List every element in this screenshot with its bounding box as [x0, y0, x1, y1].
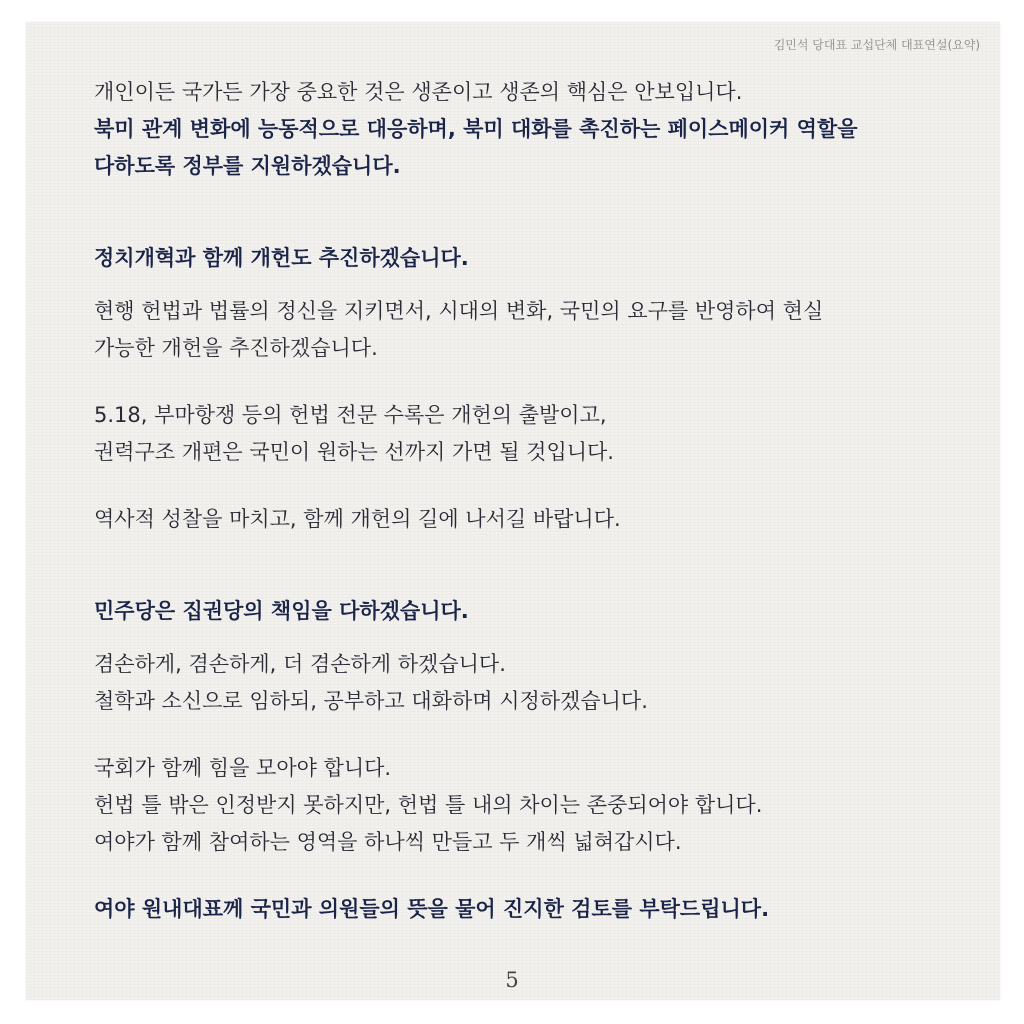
- body-line: 5.18, 부마항쟁 등의 헌법 전문 수록은 개헌의 출발이고,: [94, 403, 607, 427]
- closing-line: 여야 원내대표께 국민과 의원들의 뜻을 물어 진지한 검토를 부탁드립니다.: [94, 897, 770, 921]
- section-heading: 정치개혁과 함께 개헌도 추진하겠습니다.: [94, 246, 469, 270]
- header-caption: 김민석 당대표 교섭단체 대표연설(요약): [773, 38, 980, 52]
- body-line: 권력구조 개편은 국민이 원하는 선까지 가면 될 것입니다.: [94, 440, 614, 464]
- body-line: 현행 헌법과 법률의 정신을 지키면서, 시대의 변화, 국민의 요구를 반영하여 현실: [94, 299, 824, 323]
- body-line: 역사적 성찰을 마치고, 함께 개헌의 길에 나서길 바랍니다.: [94, 507, 621, 531]
- body-line: 개인이든 국가든 가장 중요한 것은 생존이고 생존의 핵심은 안보입니다.: [94, 80, 743, 104]
- body-line: 여야가 함께 참여하는 영역을 하나씩 만들고 두 개씩 넓혀갑시다.: [94, 830, 682, 854]
- body-line: 가능한 개헌을 추진하겠습니다.: [94, 336, 378, 360]
- body-line: 국회가 함께 힘을 모아야 합니다.: [94, 756, 392, 780]
- body-line: 철학과 소신으로 임하되, 공부하고 대화하며 시정하겠습니다.: [94, 689, 648, 713]
- body-line: 겸손하게, 겸손하게, 더 겸손하게 하겠습니다.: [94, 652, 506, 676]
- emphasis-line: 북미 관계 변화에 능동적으로 대응하며, 북미 대화를 촉진하는 페이스메이커 역할을: [94, 117, 858, 141]
- speech-content: [94, 74, 954, 928]
- emphasis-line: 다하도록 정부를 지원하겠습니다.: [94, 154, 401, 178]
- body-line: 헌법 틀 밖은 인정받지 못하지만, 헌법 틀 내의 차이는 존중되어야 합니다.: [94, 793, 763, 817]
- section-heading: 민주당은 집권당의 책임을 다하겠습니다.: [94, 599, 469, 623]
- page-number: 5: [505, 968, 519, 992]
